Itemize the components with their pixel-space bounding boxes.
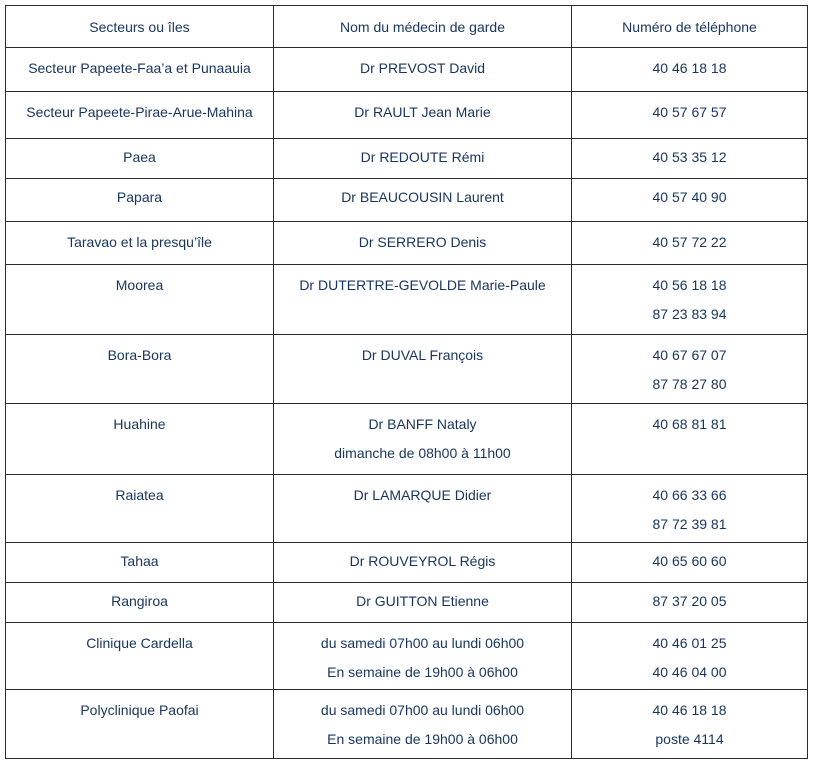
table-row: [6, 48, 808, 92]
phone-cell: [572, 690, 808, 759]
sector-cell: [6, 404, 274, 475]
table-row: [6, 543, 808, 583]
doctor-cell: [274, 690, 572, 759]
sector-name: Taravao et la presqu’île: [67, 234, 212, 250]
on-call-doctors-table: [5, 5, 808, 759]
table-row: [6, 179, 808, 222]
phone-number: 40 65 60 60: [652, 553, 727, 569]
phone-cell: [572, 623, 808, 690]
doctor-line: Dr BANFF Nataly: [368, 416, 477, 432]
phone-number: 87 78 27 80: [652, 376, 727, 392]
sector-name: Paea: [123, 149, 156, 165]
doctor-line: Dr REDOUTE Rémi: [360, 149, 485, 165]
table-body: [6, 48, 808, 759]
sector-cell: [6, 335, 274, 404]
sector-name: Secteur Papeete-Pirae-Arue-Mahina: [26, 104, 253, 120]
sector-cell: [6, 139, 274, 179]
sector-name: Rangiroa: [111, 593, 168, 609]
doctor-cell: [274, 543, 572, 583]
sector-cell: [6, 583, 274, 623]
phone-number: 40 53 35 12: [652, 149, 727, 165]
doctor-cell: [274, 92, 572, 139]
table-row: [6, 92, 808, 139]
phone-cell: [572, 475, 808, 543]
header-phone: Numéro de téléphone: [572, 6, 808, 48]
phone-cell: [572, 179, 808, 222]
sector-cell: [6, 222, 274, 265]
sector-name: Raiatea: [115, 487, 164, 503]
table-row: [6, 404, 808, 475]
doctor-line: En semaine de 19h00 à 06h00: [327, 664, 518, 680]
doctor-line: Dr BEAUCOUSIN Laurent: [341, 189, 504, 205]
doctor-line: Dr ROUVEYROL Régis: [349, 553, 496, 569]
sector-name: Moorea: [115, 277, 164, 293]
table-row: [6, 690, 808, 759]
doctor-cell: [274, 139, 572, 179]
table-row: [6, 335, 808, 404]
phone-number: 40 57 72 22: [652, 234, 727, 250]
sector-name: Tahaa: [120, 553, 159, 569]
phone-number: 40 46 01 25: [652, 635, 727, 651]
sector-cell: [6, 48, 274, 92]
phone-number: 87 23 83 94: [652, 306, 727, 322]
phone-number: 40 57 67 57: [652, 104, 727, 120]
doctor-cell: [274, 48, 572, 92]
phone-number: 40 66 33 66: [652, 487, 727, 503]
table-header-row: [6, 6, 808, 48]
doctor-line: En semaine de 19h00 à 06h00: [327, 731, 518, 747]
sector-name: Polyclinique Paofai: [80, 702, 199, 718]
phone-cell: [572, 543, 808, 583]
phone-number: 40 57 40 90: [652, 189, 727, 205]
header-sector: Secteurs ou îles: [6, 6, 274, 48]
phone-number: 40 46 18 18: [652, 60, 727, 76]
doctor-line: du samedi 07h00 au lundi 06h00: [320, 635, 525, 651]
phone-cell: [572, 48, 808, 92]
sector-cell: [6, 265, 274, 335]
sector-cell: [6, 623, 274, 690]
phone-cell: [572, 265, 808, 335]
table-row: [6, 265, 808, 335]
sector-cell: [6, 690, 274, 759]
phone-cell: [572, 92, 808, 139]
phone-number: 87 37 20 05: [652, 593, 727, 609]
table-row: [6, 475, 808, 543]
sector-cell: [6, 179, 274, 222]
doctor-line: dimanche de 08h00 à 11h00: [334, 445, 511, 461]
sector-name: Secteur Papeete-Faa’a et Punaauia: [28, 60, 251, 76]
sector-name: Papara: [116, 189, 163, 205]
phone-cell: [572, 335, 808, 404]
doctor-cell: [274, 583, 572, 623]
doctor-cell: [274, 335, 572, 404]
phone-number: 40 56 18 18: [652, 277, 727, 293]
sector-cell: [6, 543, 274, 583]
doctor-cell: [274, 179, 572, 222]
doctor-line: Dr SERRERO Denis: [358, 234, 487, 250]
doctor-cell: [274, 404, 572, 475]
table-row: [6, 139, 808, 179]
table-row: [6, 623, 808, 690]
phone-number: poste 4114: [655, 731, 724, 747]
phone-number: 40 67 67 07: [652, 347, 727, 363]
sector-cell: [6, 475, 274, 543]
sector-name: Clinique Cardella: [86, 635, 193, 651]
phone-number: 87 72 39 81: [652, 516, 727, 532]
doctor-line: Dr GUITTON Etienne: [356, 593, 489, 609]
phone-number: 40 46 04 00: [652, 664, 727, 680]
header-doctor: Nom du médecin de garde: [274, 6, 572, 48]
doctor-cell: [274, 222, 572, 265]
phone-number: 40 46 18 18: [652, 702, 727, 718]
doctor-line: Dr DUVAL François: [361, 347, 484, 363]
phone-cell: [572, 139, 808, 179]
doctor-line: Dr LAMARQUE Didier: [353, 487, 492, 503]
sector-name: Huahine: [113, 416, 166, 432]
sector-name: Bora-Bora: [107, 347, 172, 363]
phone-cell: [572, 222, 808, 265]
doctor-cell: [274, 265, 572, 335]
table-row: [6, 222, 808, 265]
doctor-cell: [274, 475, 572, 543]
doctor-line: Dr RAULT Jean Marie: [354, 104, 491, 120]
phone-cell: [572, 583, 808, 623]
sector-cell: [6, 92, 274, 139]
doctor-line: Dr PREVOST David: [360, 60, 485, 76]
phone-number: 40 68 81 81: [652, 416, 727, 432]
phone-cell: [572, 404, 808, 475]
table-row: [6, 583, 808, 623]
doctor-line: Dr DUTERTRE-GEVOLDE Marie-Paule: [299, 277, 546, 293]
doctor-cell: [274, 623, 572, 690]
doctor-line: du samedi 07h00 au lundi 06h00: [320, 702, 525, 718]
